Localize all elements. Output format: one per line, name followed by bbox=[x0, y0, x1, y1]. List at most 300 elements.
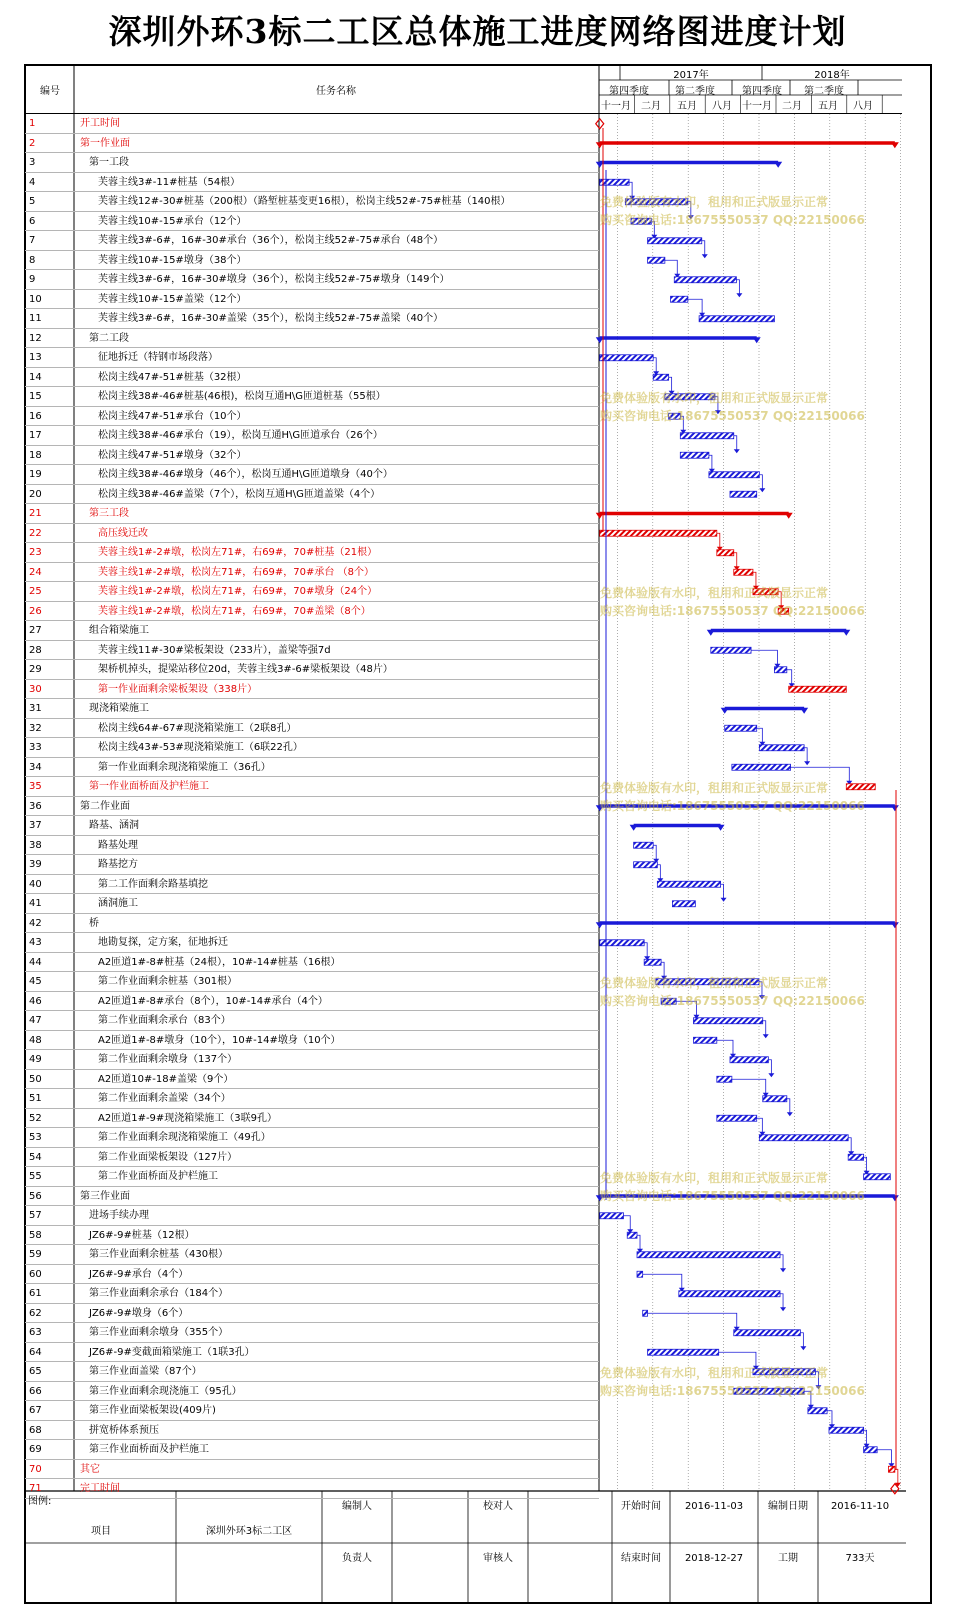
task-bar bbox=[693, 1018, 762, 1024]
footer-start-label: 开始时间 bbox=[621, 1501, 661, 1512]
task-bar bbox=[600, 355, 653, 361]
dependency-link bbox=[787, 1099, 790, 1115]
dependency-link bbox=[717, 533, 720, 549]
task-name: 芙蓉主线11#-30#梁板架设（233片），盖梁等强7d bbox=[98, 644, 331, 656]
task-name: 涵洞施工 bbox=[98, 898, 138, 909]
dependency-arrow bbox=[763, 1034, 769, 1038]
task-name: 芙蓉主线1#-2#墩，松岗左71#，右69#，70#盖梁（8个） bbox=[98, 605, 371, 617]
table-row bbox=[25, 719, 599, 739]
task-name: 松岗主线47#-51#墩身（32个） bbox=[98, 449, 247, 461]
task-number: 2 bbox=[29, 137, 36, 149]
task-bar bbox=[759, 745, 804, 751]
table-row bbox=[25, 797, 599, 817]
dependency-link bbox=[715, 397, 718, 413]
table-row bbox=[25, 992, 599, 1012]
task-bar bbox=[730, 1057, 768, 1063]
task-number: 51 bbox=[29, 1093, 42, 1104]
dependency-arrow bbox=[804, 761, 810, 765]
page-title: 深圳外环3标二工区总体施工进度网络图进度计划 bbox=[108, 12, 847, 51]
summary-bar-cap bbox=[891, 1195, 899, 1201]
task-bar bbox=[763, 1096, 787, 1102]
task-number: 61 bbox=[29, 1288, 42, 1299]
task-name: 征地拆迁（特钢市场段落） bbox=[98, 352, 218, 363]
task-bar bbox=[778, 608, 789, 614]
task-number: 65 bbox=[29, 1366, 42, 1377]
footer-period-value: 733天 bbox=[845, 1553, 875, 1564]
dependency-link bbox=[753, 572, 756, 588]
column-header-task-name: 任务名称 bbox=[316, 86, 356, 97]
table-row bbox=[25, 212, 599, 232]
dependency-link bbox=[759, 475, 762, 491]
dependency-link bbox=[895, 1469, 898, 1485]
task-name: 第二工段 bbox=[89, 332, 129, 344]
task-number: 68 bbox=[29, 1424, 42, 1436]
timescale-year-2017: 2017年 bbox=[673, 70, 709, 81]
task-number: 71 bbox=[29, 1483, 42, 1494]
dependency-link bbox=[709, 455, 712, 471]
task-number: 8 bbox=[29, 254, 36, 266]
task-bar bbox=[732, 764, 791, 770]
table-row bbox=[25, 173, 599, 193]
task-number: 20 bbox=[29, 488, 42, 500]
task-name: 第二作业面剩余桩基（301根） bbox=[98, 976, 238, 987]
table-row bbox=[25, 446, 599, 466]
dependency-link bbox=[643, 1274, 682, 1290]
task-bar bbox=[709, 472, 759, 478]
task-name: 桥 bbox=[89, 917, 99, 929]
task-name: 第三作业面盖梁（87个） bbox=[89, 1366, 202, 1377]
table-row bbox=[25, 329, 599, 349]
table-row bbox=[25, 875, 599, 895]
task-name: 松岗主线38#-46#承台（19），松岗互通H\G匝道承台（26个） bbox=[98, 430, 383, 441]
task-bar bbox=[643, 1310, 648, 1316]
dependency-arrow bbox=[702, 254, 708, 258]
summary-bar-cap bbox=[891, 922, 899, 928]
task-name: JZ6#-9#墩身（6个） bbox=[89, 1307, 189, 1319]
task-name: 第二作业面 bbox=[80, 800, 130, 812]
dependency-link bbox=[877, 1450, 891, 1466]
task-name: 芙蓉主线10#-15#承台（12个） bbox=[98, 215, 247, 227]
table-row bbox=[25, 192, 599, 212]
timescale-month: 二月 bbox=[782, 101, 802, 112]
task-name: 芙蓉主线1#-2#墩，松岗左71#，右69#，70#承台 （8个） bbox=[98, 566, 374, 578]
table-row bbox=[25, 290, 599, 310]
task-bar bbox=[661, 998, 676, 1004]
task-name: 芙蓉主线3#-6#，16#-30#承台（36个），松岗主线52#-75#承台（48个） bbox=[98, 235, 444, 246]
task-bar bbox=[648, 257, 665, 263]
timescale-quarter: 第二季度 bbox=[675, 86, 715, 97]
dependency-link bbox=[653, 845, 656, 861]
task-number: 6 bbox=[29, 215, 36, 227]
task-number: 63 bbox=[29, 1327, 42, 1338]
table-row bbox=[25, 1382, 599, 1402]
timescale-month: 十一月 bbox=[601, 101, 631, 112]
dependency-link bbox=[734, 553, 737, 569]
summary-bar-cap bbox=[717, 825, 725, 831]
task-name: 第二作业面剩余盖梁（34个） bbox=[98, 1093, 231, 1104]
task-bar bbox=[600, 179, 629, 185]
column-header-number: 编号 bbox=[40, 86, 60, 97]
table-row bbox=[25, 1284, 599, 1304]
summary-bar bbox=[634, 824, 721, 828]
footer-checker-label: 校对人 bbox=[483, 1501, 513, 1512]
task-number: 31 bbox=[29, 703, 42, 714]
dependency-link bbox=[680, 416, 683, 432]
task-bar bbox=[829, 1427, 864, 1433]
task-name: A2匝道1#-8#桩基（24根），10#-14#桩基（16根） bbox=[98, 956, 341, 968]
dependency-arrow bbox=[734, 449, 740, 453]
task-name: 芙蓉主线3#-6#，16#-30#盖梁（35个），松岗主线52#-75#盖梁（40个） bbox=[98, 313, 444, 324]
dependency-link bbox=[661, 962, 664, 978]
table-row bbox=[25, 114, 599, 134]
task-bar bbox=[653, 374, 668, 380]
footer-reviewer-label: 审核人 bbox=[483, 1553, 513, 1564]
task-name: 地勘复探，定方案，征地拆迁 bbox=[98, 937, 228, 948]
table-row bbox=[25, 602, 599, 622]
watermark-line: 购买咨询电话:18675550537 QQ:22150066 bbox=[600, 409, 865, 423]
task-bar bbox=[679, 1291, 780, 1297]
task-bar bbox=[734, 569, 753, 575]
task-bar bbox=[600, 1213, 624, 1219]
task-number: 25 bbox=[29, 586, 42, 597]
task-name: 进场手续办理 bbox=[89, 1210, 149, 1221]
task-bar bbox=[717, 550, 734, 556]
timescale-quarter: 第四季度 bbox=[742, 86, 782, 97]
task-name: 第二工作面剩余路基填挖 bbox=[98, 878, 208, 890]
task-number: 36 bbox=[29, 800, 42, 812]
dependency-link bbox=[734, 436, 737, 452]
table-row bbox=[25, 1167, 599, 1187]
task-bar bbox=[717, 1115, 757, 1121]
task-number: 19 bbox=[29, 469, 42, 480]
timescale-year-2018: 2018年 bbox=[814, 70, 850, 81]
task-name: 开工时间 bbox=[80, 118, 120, 129]
table-row bbox=[25, 1265, 599, 1285]
table-row bbox=[25, 524, 599, 544]
task-number: 50 bbox=[29, 1073, 42, 1085]
task-number: 10 bbox=[29, 293, 42, 305]
task-number: 44 bbox=[29, 956, 42, 968]
task-name: 芙蓉主线1#-2#墩，松岗左71#，右69#，70#桩基（21根） bbox=[98, 547, 378, 558]
task-name: 第二作业面剩余现浇箱梁施工（49孔） bbox=[98, 1132, 271, 1143]
table-row bbox=[25, 348, 599, 368]
dependency-arrow bbox=[736, 293, 742, 297]
timescale-quarter: 第二季度 bbox=[804, 86, 844, 97]
task-name: 第一作业面桥面及护栏施工 bbox=[89, 781, 209, 792]
task-number: 7 bbox=[29, 235, 36, 246]
table-row bbox=[25, 231, 599, 251]
task-name: 完工时间 bbox=[80, 1483, 120, 1494]
dependency-link bbox=[780, 1294, 783, 1310]
table-row bbox=[25, 972, 599, 992]
task-bar bbox=[753, 589, 778, 595]
task-name: JZ6#-9#变截面箱梁施工（1联3孔） bbox=[89, 1346, 255, 1358]
summary-bar-cap bbox=[630, 825, 638, 831]
table-row bbox=[25, 407, 599, 427]
task-name: 芙蓉主线10#-15#盖梁（12个） bbox=[98, 293, 247, 305]
dependency-link bbox=[787, 670, 792, 686]
table-row bbox=[25, 660, 599, 680]
task-number: 34 bbox=[29, 761, 42, 773]
task-number: 70 bbox=[29, 1463, 42, 1475]
dependency-link bbox=[702, 241, 705, 257]
summary-bar bbox=[725, 707, 804, 711]
task-number: 22 bbox=[29, 527, 42, 539]
dependency-link bbox=[732, 1079, 766, 1095]
task-number: 52 bbox=[29, 1112, 42, 1124]
table-row bbox=[25, 777, 599, 797]
task-bar bbox=[725, 725, 757, 731]
table-row bbox=[25, 251, 599, 271]
task-bar bbox=[717, 1076, 732, 1082]
task-number: 45 bbox=[29, 976, 42, 987]
task-number: 18 bbox=[29, 449, 42, 461]
dependency-link bbox=[676, 1001, 696, 1017]
task-name: A2匝道1#-8#承台（8个），10#-14#承台（4个） bbox=[98, 995, 328, 1007]
timescale-month: 十一月 bbox=[742, 101, 772, 112]
task-number: 11 bbox=[29, 313, 42, 324]
task-name: 路基处理 bbox=[98, 839, 138, 851]
watermark-line: 免费体验版有水印，租用和正式版显示正常 bbox=[600, 586, 829, 600]
task-number: 5 bbox=[29, 196, 36, 207]
dependency-link bbox=[717, 1040, 733, 1056]
dependency-arrow bbox=[715, 410, 721, 414]
table-row bbox=[25, 563, 599, 583]
table-row bbox=[25, 504, 599, 524]
dependency-link bbox=[757, 728, 763, 744]
dependency-arrow bbox=[787, 1112, 793, 1116]
table-row bbox=[25, 582, 599, 602]
task-name: 第一工段 bbox=[89, 157, 129, 168]
task-bar bbox=[730, 491, 757, 497]
dependency-link bbox=[653, 358, 656, 374]
watermark-line: 购买咨询电话:18675550537 QQ:22150066 bbox=[600, 1189, 865, 1203]
task-number: 37 bbox=[29, 820, 42, 831]
table-row bbox=[25, 816, 599, 836]
table-row bbox=[25, 1050, 599, 1070]
task-number: 24 bbox=[29, 566, 42, 578]
task-number: 56 bbox=[29, 1190, 42, 1202]
task-name: 松岗主线47#-51#承台（10个） bbox=[98, 410, 247, 422]
dependency-link bbox=[629, 182, 632, 198]
task-bar bbox=[711, 647, 751, 653]
task-bar bbox=[627, 1232, 637, 1238]
timescale-month: 八月 bbox=[712, 101, 732, 112]
task-bar bbox=[699, 316, 774, 322]
table-row bbox=[25, 933, 599, 953]
task-bar bbox=[644, 959, 661, 965]
task-name: 第二作业面梁板架设（127片） bbox=[98, 1151, 238, 1163]
task-bar bbox=[734, 1330, 801, 1336]
watermark-line: 免费体验版有水印，租用和正式版显示正常 bbox=[600, 781, 829, 795]
task-number: 69 bbox=[29, 1444, 42, 1455]
footer-owner-label: 负责人 bbox=[342, 1553, 372, 1564]
task-name: 第一作业面剩余现浇箱梁施工（36孔） bbox=[98, 761, 271, 773]
task-name: 芙蓉主线12#-30#桩基（200根）（路堑桩基变更16根），松岗主线52#-75#桩基（140根） bbox=[98, 196, 511, 207]
table-row bbox=[25, 1089, 599, 1109]
watermark-line: 购买咨询电话:18675550537 QQ:22150066 bbox=[600, 604, 865, 618]
task-bar bbox=[657, 881, 720, 887]
table-row bbox=[25, 1245, 599, 1265]
dependency-link bbox=[763, 1021, 766, 1037]
dependency-link bbox=[804, 1391, 811, 1407]
dependency-link bbox=[637, 1235, 640, 1251]
task-number: 15 bbox=[29, 391, 42, 402]
summary-bar bbox=[600, 336, 757, 340]
task-name: 第二作业面剩余承台（83个） bbox=[98, 1015, 231, 1026]
dependency-arrow bbox=[800, 1346, 806, 1350]
dependency-arrow bbox=[768, 1073, 774, 1077]
task-number: 49 bbox=[29, 1054, 42, 1065]
task-bar bbox=[680, 452, 709, 458]
table-row bbox=[25, 836, 599, 856]
task-number: 3 bbox=[29, 157, 36, 168]
dependency-arrow bbox=[721, 898, 727, 902]
task-number: 41 bbox=[29, 898, 42, 909]
task-number: 30 bbox=[29, 683, 42, 695]
task-name: 第三作业面剩余承台（184个） bbox=[89, 1288, 229, 1299]
task-bar bbox=[789, 686, 847, 692]
task-bar bbox=[634, 862, 658, 868]
dependency-link bbox=[665, 260, 677, 276]
table-row bbox=[25, 914, 599, 934]
task-number: 46 bbox=[29, 995, 42, 1007]
task-name: A2匝道1#-8#墩身（10个），10#-14#墩身（10个） bbox=[98, 1034, 341, 1046]
dependency-link bbox=[800, 1333, 803, 1349]
table-row bbox=[25, 1421, 599, 1441]
dependency-link bbox=[719, 1352, 756, 1368]
task-bar bbox=[634, 842, 654, 848]
table-row bbox=[25, 465, 599, 485]
task-number: 66 bbox=[29, 1385, 42, 1397]
dependency-link bbox=[623, 1216, 630, 1232]
task-bar bbox=[808, 1408, 827, 1414]
task-number: 54 bbox=[29, 1151, 42, 1163]
task-number: 60 bbox=[29, 1268, 42, 1280]
dependency-link bbox=[791, 767, 850, 783]
watermark-line: 免费体验版有水印，租用和正式版显示正常 bbox=[600, 976, 829, 990]
task-number: 40 bbox=[29, 878, 42, 890]
task-bar bbox=[669, 413, 681, 419]
task-number: 39 bbox=[29, 859, 42, 870]
footer-editor-label: 编制人 bbox=[342, 1501, 372, 1512]
task-number: 42 bbox=[29, 917, 42, 929]
task-bar bbox=[759, 1135, 848, 1141]
table-row bbox=[25, 309, 599, 329]
task-name: 高压线迁改 bbox=[98, 527, 148, 539]
footer-date-label: 编制日期 bbox=[768, 1501, 808, 1512]
dependency-arrow bbox=[780, 1307, 786, 1311]
task-name: 芙蓉主线10#-15#墩身（38个） bbox=[98, 254, 247, 266]
watermark-line: 免费体验版有水印，租用和正式版显示正常 bbox=[600, 1171, 829, 1185]
task-bar bbox=[648, 238, 702, 244]
table-row bbox=[25, 387, 599, 407]
table-row bbox=[25, 134, 599, 154]
task-name: 拼宽桥体系预压 bbox=[89, 1424, 159, 1436]
task-number: 53 bbox=[29, 1132, 42, 1143]
table-row bbox=[25, 621, 599, 641]
table-row bbox=[25, 1011, 599, 1031]
table-row bbox=[25, 426, 599, 446]
task-name: 第三工段 bbox=[89, 508, 129, 519]
table-row bbox=[25, 953, 599, 973]
task-name: 松岗主线38#-46#墩身（46个），松岗互通H\G匝道墩身（40个） bbox=[98, 469, 393, 480]
task-name: 松岗主线38#-46#盖梁（7个），松岗互通H\G匝道盖梁（4个） bbox=[98, 488, 381, 500]
task-name: 松岗主线43#-53#现浇箱梁施工（6联22孔） bbox=[98, 742, 303, 753]
summary-bar bbox=[600, 141, 895, 145]
table-row bbox=[25, 1460, 599, 1480]
task-number: 47 bbox=[29, 1015, 42, 1026]
dependency-link bbox=[721, 884, 724, 900]
task-name: A2匝道1#-9#现浇箱梁施工（3联9孔） bbox=[98, 1112, 278, 1124]
task-name: 第一作业面 bbox=[80, 137, 130, 149]
task-number: 43 bbox=[29, 937, 42, 948]
table-row bbox=[25, 368, 599, 388]
task-name: 第一作业面剩余梁板架设（338片） bbox=[98, 683, 258, 695]
dependency-link bbox=[815, 1372, 818, 1388]
table-row bbox=[25, 1206, 599, 1226]
task-name: 芙蓉主线1#-2#墩，松岗左71#，右69#，70#墩身（24个） bbox=[98, 586, 378, 597]
task-bar bbox=[637, 1271, 643, 1277]
table-row bbox=[25, 738, 599, 758]
task-bar bbox=[637, 1252, 780, 1258]
table-row bbox=[25, 1440, 599, 1460]
table-row bbox=[25, 270, 599, 290]
task-number: 4 bbox=[29, 176, 36, 188]
task-bar bbox=[656, 979, 759, 985]
task-number: 21 bbox=[29, 508, 42, 519]
watermark-line: 购买咨询电话:18675550537 QQ:22150066 bbox=[600, 213, 865, 227]
summary-bar-cap bbox=[721, 708, 729, 714]
dependency-arrow bbox=[759, 488, 765, 492]
timescale-month: 二月 bbox=[641, 101, 661, 112]
watermark-line: 购买咨询电话:18675550537 QQ:22150066 bbox=[600, 1384, 865, 1398]
table-row bbox=[25, 1343, 599, 1363]
task-bar bbox=[674, 277, 736, 283]
dependency-link bbox=[768, 1060, 771, 1076]
dependency-link bbox=[778, 592, 781, 608]
task-number: 17 bbox=[29, 430, 42, 441]
footer-end-value: 2018-12-27 bbox=[684, 1553, 744, 1564]
summary-bar-cap bbox=[774, 162, 782, 168]
summary-bar-cap bbox=[891, 142, 899, 148]
table-row bbox=[25, 1070, 599, 1090]
task-name: 第三作业面 bbox=[80, 1190, 130, 1202]
task-number: 28 bbox=[29, 644, 42, 656]
task-name: 松岗主线47#-51#桩基（32根） bbox=[98, 371, 247, 383]
task-name: 第二作业面剩余墩身（137个） bbox=[98, 1054, 238, 1065]
task-number: 62 bbox=[29, 1307, 42, 1319]
task-bar bbox=[680, 433, 733, 439]
summary-bar-cap bbox=[800, 708, 808, 714]
summary-bar-cap bbox=[785, 513, 793, 519]
footer-item-label: 项目 bbox=[91, 1526, 111, 1537]
table-row bbox=[25, 855, 599, 875]
task-name: A2匝道10#-18#盖梁（9个） bbox=[98, 1073, 234, 1085]
summary-bar bbox=[600, 1194, 895, 1198]
table-row bbox=[25, 1323, 599, 1343]
task-name: 松岗主线64#-67#现浇箱梁施工（2联8孔） bbox=[98, 722, 297, 734]
dependency-link bbox=[759, 982, 762, 998]
dependency-link bbox=[780, 1255, 783, 1271]
task-number: 1 bbox=[29, 118, 36, 129]
table-row bbox=[25, 485, 599, 505]
task-name: 第二作业面桥面及护栏施工 bbox=[98, 1171, 218, 1182]
watermark-line: 购买咨询电话:18675550537 QQ:22150066 bbox=[600, 799, 865, 813]
table-row bbox=[25, 543, 599, 563]
task-bar bbox=[671, 296, 688, 302]
watermark-line: 购买咨询电话:18675550537 QQ:22150066 bbox=[600, 994, 865, 1008]
